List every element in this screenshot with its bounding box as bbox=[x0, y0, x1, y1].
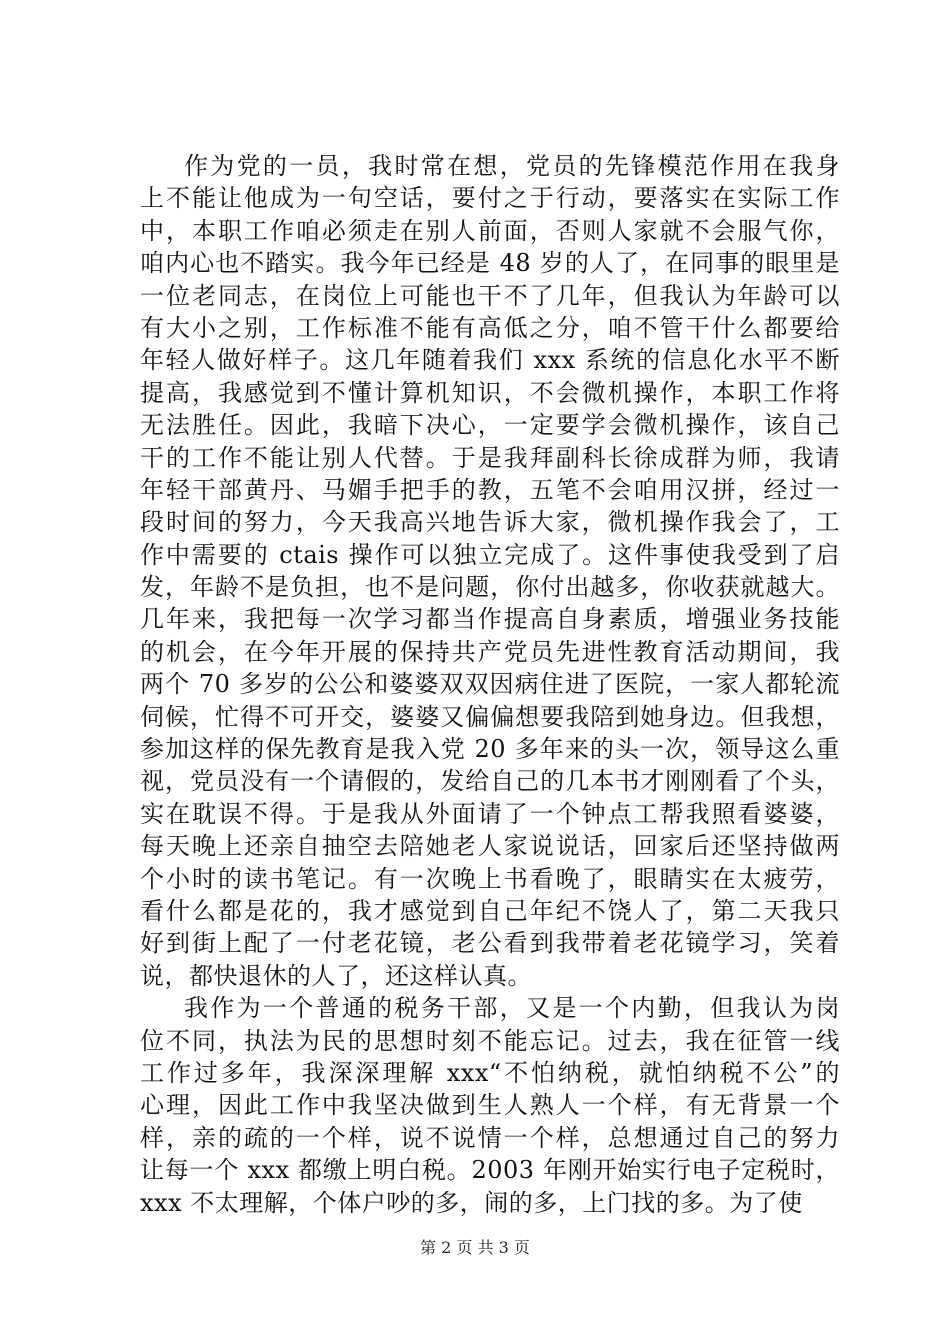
text-line: 两个 70 多岁的公公和婆婆双双因病住进了医院，一家人都轮流 bbox=[140, 670, 840, 699]
text-line: 让每一个 xxx 都缴上明白税。2003 年刚开始实行电子定税时， bbox=[140, 1156, 840, 1185]
text-line: 的机会，在今年开展的保持共产党员先进性教育活动期间，我 bbox=[140, 637, 840, 666]
text-line: 几年来，我把每一次学习都当作提高自身素质，增强业务技能 bbox=[140, 605, 840, 634]
text-line: 有大小之别，工作标准不能有高低之分，咱不管干什么都要给 bbox=[140, 313, 840, 342]
text-line: 发，年龄不是负担，也不是问题，你付出越多，你收获就越大。 bbox=[140, 573, 840, 602]
text-line: 说，都快退休的人了，还这样认真。 bbox=[140, 961, 532, 990]
text-line: 干的工作不能让别人代替。于是我拜副科长徐成群为师，我请 bbox=[140, 443, 840, 472]
text-line: 一位老同志，在岗位上可能也干不了几年，但我认为年龄可以 bbox=[140, 281, 840, 310]
text-line: 段时间的努力，今天我高兴地告诉大家，微机操作我会了，工 bbox=[140, 508, 840, 537]
page-footer: 第 2 页 共 3 页 bbox=[420, 1238, 530, 1257]
text-line: 作为党的一员，我时常在想，党员的先锋模范作用在我身 bbox=[184, 152, 840, 180]
text-line: 参加这样的保先教育是我入党 20 多年来的头一次，领导这么重 bbox=[140, 735, 840, 764]
text-line: xxx 不太理解，个体户吵的多，闹的多，上门找的多。为了使 bbox=[140, 1188, 803, 1217]
text-line: 我作为一个普通的税务干部，又是一个内勤，但我认为岗 bbox=[184, 994, 840, 1023]
text-line: 个小时的读书笔记。有一次晚上书看晚了，眼睛实在太疲劳， bbox=[140, 864, 840, 893]
text-line: 无法胜任。因此，我暗下决心，一定要学会微机操作，该自己 bbox=[140, 411, 840, 440]
text-line: 咱内心也不踏实。我今年已经是 48 岁的人了，在同事的眼里是 bbox=[140, 249, 840, 278]
text-line: 工作过多年，我深深理解 xxx“不怕纳税，就怕纳税不公”的 bbox=[140, 1058, 840, 1087]
text-line: 上不能让他成为一句空话，要付之于行动，要落实在实际工作 bbox=[140, 184, 840, 213]
text-line: 伺候，忙得不可开交，婆婆又偏偏想要我陪到她身边。但我想， bbox=[140, 702, 840, 731]
text-line: 年轻人做好样子。这几年随着我们 xxx 系统的信息化水平不断 bbox=[140, 346, 840, 375]
paragraph bbox=[140, 150, 840, 992]
text-line: 实在耽误不得。于是我从外面请了一个钟点工帮我照看婆婆， bbox=[140, 799, 840, 828]
text-line: 作中需要的 ctais 操作可以独立完成了。这件事使我受到了启 bbox=[140, 540, 840, 569]
paragraph bbox=[140, 992, 840, 1219]
text-line: 视，党员没有一个请假的，发给自己的几本书才刚刚看了个头， bbox=[140, 767, 840, 796]
text-line: 心理，因此工作中我坚决做到生人熟人一个样，有无背景一个 bbox=[140, 1091, 840, 1120]
text-line: 位不同，执法为民的思想时刻不能忘记。过去，我在征管一线 bbox=[140, 1026, 840, 1055]
text-line: 每天晚上还亲自抽空去陪她老人家说说话，回家后还坚持做两 bbox=[140, 832, 840, 861]
text-line: 年轻干部黄丹、马媚手把手的教，五笔不会咱用汉拼，经过一 bbox=[140, 475, 840, 504]
text-line: 样，亲的疏的一个样，说不说情一个样，总想通过自己的努力 bbox=[140, 1123, 840, 1152]
body-text bbox=[140, 150, 840, 1219]
text-line: 好到街上配了一付老花镜，老公看到我带着老花镜学习，笑着 bbox=[140, 929, 840, 958]
text-line: 中，本职工作咱必须走在别人前面，否则人家就不会服气你， bbox=[140, 216, 840, 245]
text-line: 看什么都是花的，我才感觉到自己年纪不饶人了，第二天我只 bbox=[140, 896, 840, 925]
text-line: 提高，我感觉到不懂计算机知识，不会微机操作，本职工作将 bbox=[140, 378, 840, 407]
